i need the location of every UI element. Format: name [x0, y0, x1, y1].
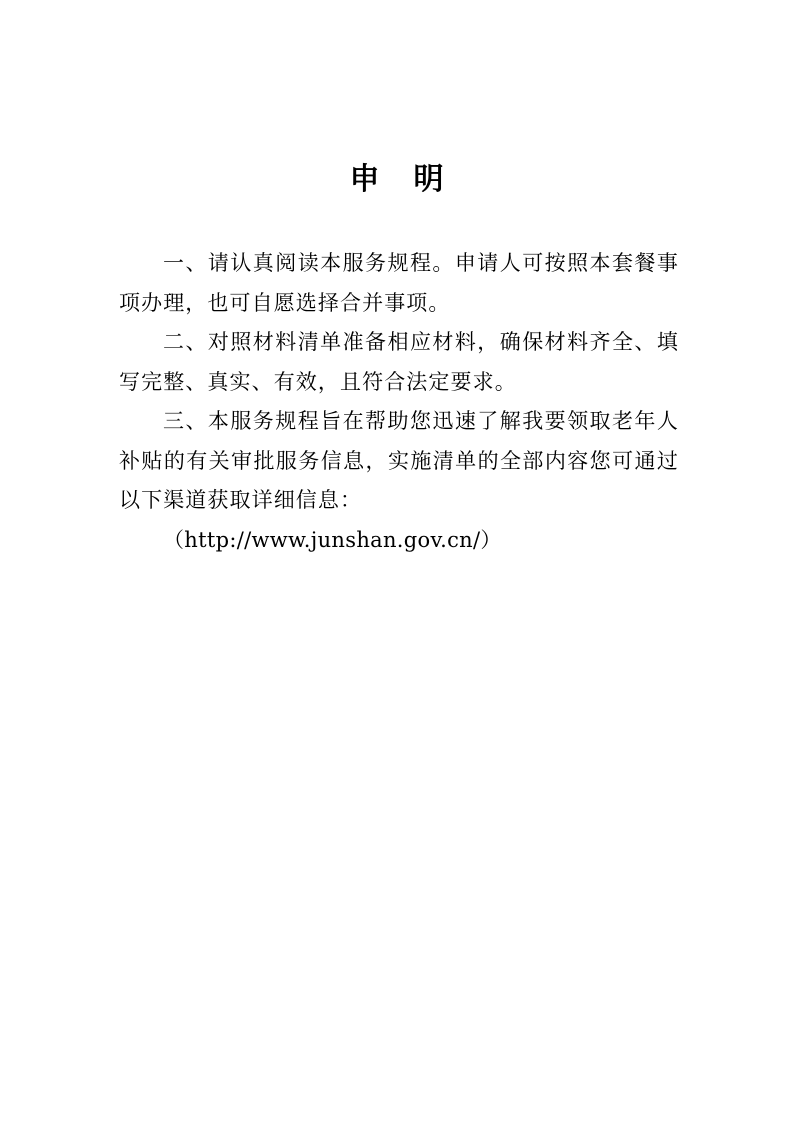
website-url: （http://www.junshan.gov.cn/）	[163, 527, 502, 552]
paragraph-3: 三、本服务规程旨在帮助您迅速了解我要领取老年人补贴的有关审批服务信息，实施清单的全部内容您可通过以下渠道获取详细信息：	[119, 409, 679, 512]
page-title: 申明	[349, 162, 478, 197]
declaration-body	[119, 244, 679, 560]
paragraph-1: 一、请认真阅读本服务规程。申请人可按照本套餐事项办理，也可自愿选择合并事项。	[119, 251, 679, 315]
paragraph-2: 二、对照材料清单准备相应材料，确保材料齐全、填写完整、真实、有效，且符合法定要求。	[119, 330, 679, 394]
